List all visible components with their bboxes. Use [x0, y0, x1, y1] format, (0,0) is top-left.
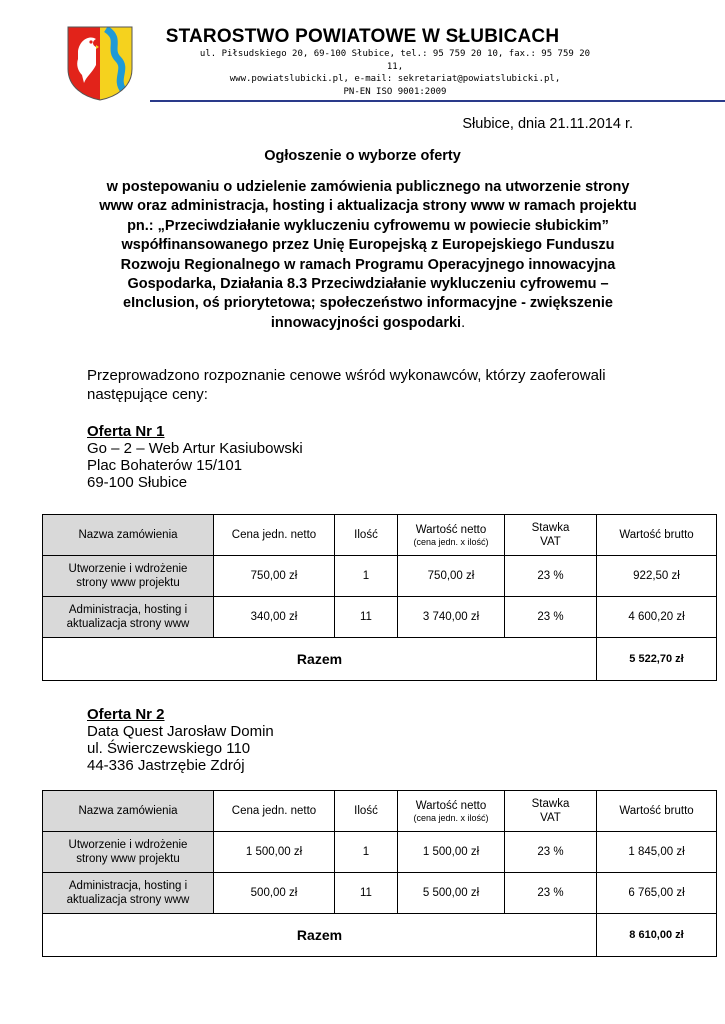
table-header-row	[43, 515, 717, 556]
header-vat-cell	[505, 515, 597, 556]
subject-line: współfinansowanego przez Unię Europejską z Europejskiego Funduszu	[121, 237, 615, 254]
subject-line: Rozwoju Regionalnego w ramach Programu Operacyjnego innowacyjna	[120, 256, 616, 273]
item-name-line: Administracja, hosting i	[68, 604, 188, 616]
subject-line: Gospodarka, Działania 8.3 Przeciwdziałanie wykluczeniu cyfrowemu –	[127, 276, 609, 293]
intro-paragraph	[87, 366, 647, 404]
header-name-cell: Nazwa zamówienia	[43, 791, 214, 832]
powiat-coat-of-arms-logo	[66, 25, 134, 101]
unit-price-cell: 340,00 zł	[214, 597, 335, 638]
qty-cell: 1	[335, 556, 398, 597]
table-total-row	[43, 638, 717, 681]
item-name-line: aktualizacja strony www	[66, 894, 190, 906]
vat-cell: 23 %	[505, 597, 597, 638]
document-date: Słubice, dnia 21.11.2014 r.	[462, 116, 633, 132]
header-divider	[150, 100, 725, 102]
header-net-value-cell	[398, 791, 505, 832]
header-net-value-label: Wartość netto	[415, 799, 487, 812]
header-qty-cell: Ilość	[335, 791, 398, 832]
offer-1-table	[42, 514, 717, 681]
qty-cell: 1	[335, 832, 398, 873]
net-value-cell: 1 500,00 zł	[398, 832, 505, 873]
item-name-line: Utworzenie i wdrożenie	[68, 563, 188, 575]
header-vat-line: Stawka	[531, 798, 570, 810]
procurement-subject	[78, 178, 658, 333]
net-value-cell: 750,00 zł	[398, 556, 505, 597]
office-name-title: STAROSTWO POWIATOWE W SŁUBICACH	[165, 26, 560, 47]
item-name-cell	[43, 556, 214, 597]
header-net-value-cell	[398, 515, 505, 556]
offer-1-title: Oferta Nr 1	[87, 423, 165, 440]
item-name-line: strony www projektu	[76, 853, 180, 865]
offer-2-title: Oferta Nr 2	[87, 706, 165, 723]
office-iso-line: PN-EN ISO 9001:2009	[343, 86, 447, 97]
item-name-line: Utworzenie i wdrożenie	[68, 839, 188, 851]
vat-cell: 23 %	[505, 556, 597, 597]
unit-price-cell: 1 500,00 zł	[214, 832, 335, 873]
office-web-email-line: www.powiatslubicki.pl, e-mail: sekretariat@powiatslubicki.pl,	[229, 74, 561, 84]
offer-2-company: Data Quest Jarosław Domin	[87, 723, 274, 740]
header-vat-line: VAT	[540, 812, 561, 824]
offer-1-company: Go – 2 – Web Artur Kasiubowski	[87, 440, 303, 457]
office-address-line: ul. Piłsudskiego 20, 69-100 Słubice, tel.: 95 759 20 10, fax.: 95 759 20 11,	[199, 49, 591, 72]
subject-line	[78, 314, 658, 333]
subject-line: eInclusion, oś priorytetowa; społeczeństwo informacyjne - zwiększenie	[123, 295, 613, 312]
header-name-cell: Nazwa zamówienia	[43, 515, 214, 556]
offer-2-table	[42, 790, 717, 957]
header-net-value-note: (cena jedn. x ilość)	[413, 812, 489, 823]
gross-value-cell: 4 600,20 zł	[597, 597, 717, 638]
net-value-cell: 3 740,00 zł	[398, 597, 505, 638]
offer-2-city: 44-336 Jastrzębie Zdrój	[87, 757, 245, 774]
total-gross-cell: 5 522,70 zł	[597, 638, 717, 681]
item-name-cell	[43, 832, 214, 873]
office-contact-block	[195, 48, 595, 98]
total-label-cell: Razem	[43, 914, 597, 957]
header-unit-price-cell: Cena jedn. netto	[214, 791, 335, 832]
header-vat-line: Stawka	[531, 522, 570, 534]
header-gross-cell: Wartość brutto	[597, 515, 717, 556]
table-row	[43, 556, 717, 597]
gross-value-cell: 922,50 zł	[597, 556, 717, 597]
vat-cell: 23 %	[505, 873, 597, 914]
item-name-cell	[43, 597, 214, 638]
offer-1-street: Plac Bohaterów 15/101	[87, 457, 243, 474]
table-total-row	[43, 914, 717, 957]
item-name-line: aktualizacja strony www	[66, 618, 190, 630]
offer-1-block	[87, 423, 303, 491]
header-unit-price-cell: Cena jedn. netto	[214, 515, 335, 556]
total-gross-cell: 8 610,00 zł	[597, 914, 717, 957]
unit-price-cell: 500,00 zł	[214, 873, 335, 914]
net-value-cell: 5 500,00 zł	[398, 873, 505, 914]
table-header-row	[43, 791, 717, 832]
offer-2-block	[87, 706, 274, 774]
table-row	[43, 873, 717, 914]
unit-price-cell: 750,00 zł	[214, 556, 335, 597]
table-row	[43, 832, 717, 873]
subject-line: pn.: „Przeciwdziałanie wykluczeniu cyfrowemu w powiecie słubickim”	[127, 217, 609, 234]
vat-cell: 23 %	[505, 832, 597, 873]
intro-line: Przeprowadzono rozpoznanie cenowe wśród wykonawców, którzy zaoferowali	[87, 367, 606, 384]
document-headline: Ogłoszenie o wyborze oferty	[264, 148, 461, 164]
item-name-line: Administracja, hosting i	[68, 880, 188, 892]
qty-cell: 11	[335, 873, 398, 914]
item-name-cell	[43, 873, 214, 914]
header-qty-cell: Ilość	[335, 515, 398, 556]
subject-line: www oraz administracja, hosting i aktualizacja strony www w ramach projektu	[99, 198, 637, 215]
gross-value-cell: 1 845,00 zł	[597, 832, 717, 873]
subject-line: w postepowaniu o udzielenie zamówienia publicznego na utworzenie strony	[106, 179, 630, 195]
header-net-value-note: (cena jedn. x ilość)	[413, 536, 489, 547]
header-vat-line: VAT	[540, 536, 561, 548]
header-net-value-label: Wartość netto	[415, 523, 487, 536]
table-row	[43, 597, 717, 638]
subject-last-text: innowacyjności gospodarki	[270, 314, 462, 331]
header-gross-cell: Wartość brutto	[597, 791, 717, 832]
intro-line: następujące ceny:	[87, 386, 208, 403]
offer-1-city: 69-100 Słubice	[87, 474, 188, 491]
item-name-line: strony www projektu	[76, 577, 180, 589]
subject-last-period: .	[461, 314, 466, 331]
gross-value-cell: 6 765,00 zł	[597, 873, 717, 914]
total-label-cell: Razem	[43, 638, 597, 681]
qty-cell: 11	[335, 597, 398, 638]
header-vat-cell	[505, 791, 597, 832]
offer-2-street: ul. Świerczewskiego 110	[87, 740, 251, 757]
